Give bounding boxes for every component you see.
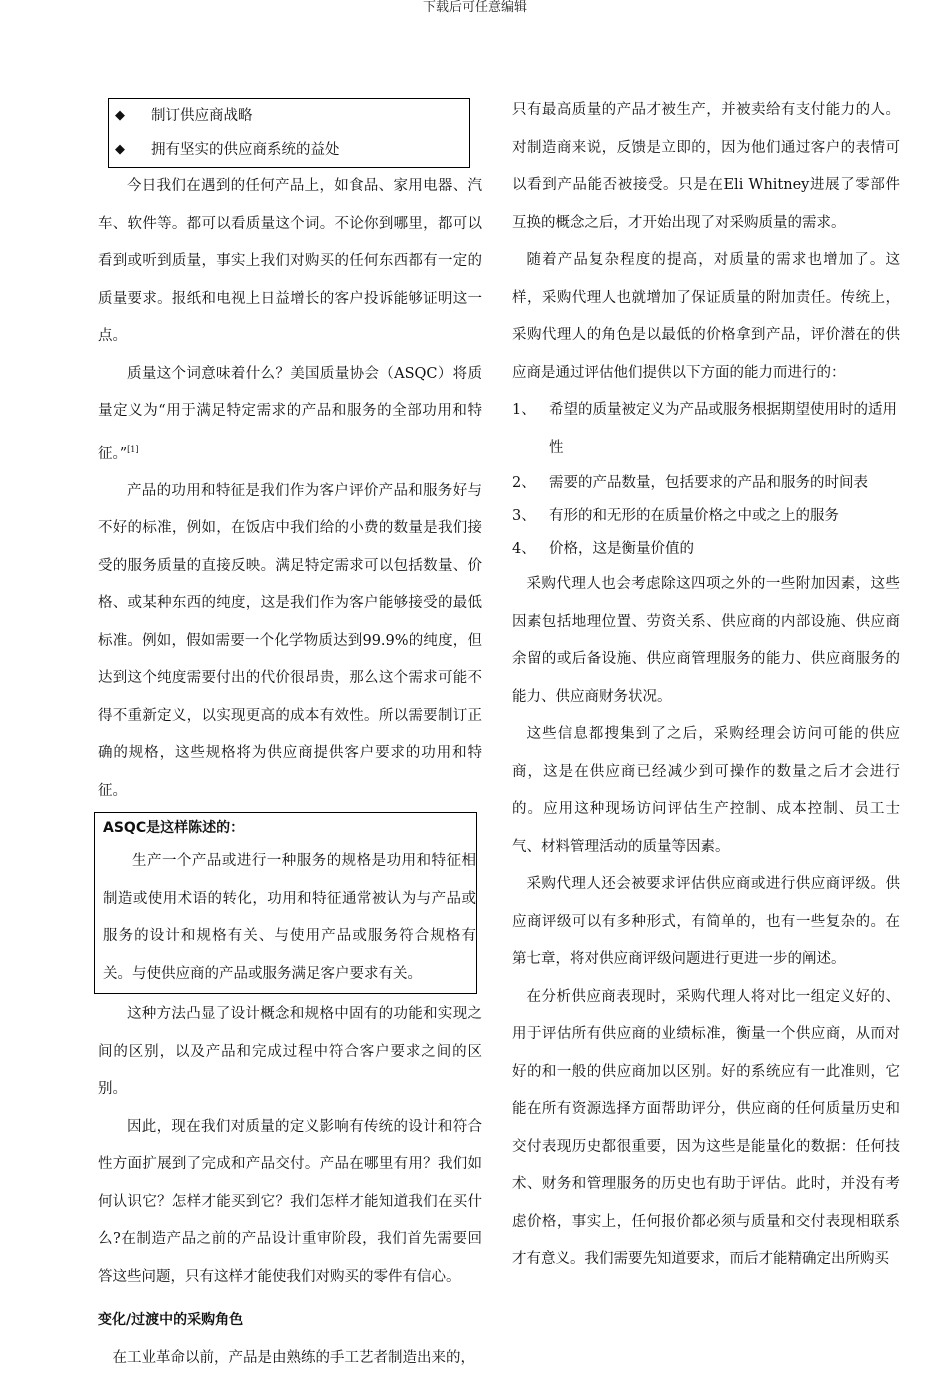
item-number: 2、 (512, 475, 536, 491)
item-number: 3、 (512, 508, 536, 524)
diamond-bullet-icon: ◆ (115, 142, 125, 157)
paragraph: 今日我们在遇到的任何产品上，如食品、家用电器、汽车、软件等。都可以看质量这个词。不论你到哪里，都可以看到或听到质量，事实上我们对购买的任何东西都有一定的质量要求。报纸和电视上日益增长的客户投诉能够证明这一点。 (98, 178, 482, 344)
quote-box (94, 812, 477, 994)
left-column (98, 92, 482, 1378)
page-header-note: 下载后可任意编辑 (422, 0, 527, 15)
section-heading: 变化/过渡中的采购角色 (98, 1312, 244, 1329)
paragraph: 因此，现在我们对质量的定义影响有传统的设计和符合性方面扩展到了完成和产品交付。产品在哪里有用？我们如何认识它？怎样才能买到它？我们怎样才能知道我们在买什么?在制造产品之前的产品设计重审阶段，我们首先需要回答这些问题，只有这样才能使我们对购买的零件有信心。 (98, 1118, 482, 1285)
item-number: 1、 (512, 402, 536, 418)
item-text: 需要的产品数量，包括要求的产品和服务的时间表 (549, 475, 868, 491)
paragraph: 采购代理人也会考虑除这四项之外的一些附加因素，这些因素包括地理位置、劳资关系、供应商的内部设施、供应商余留的或后备设施、供应商管理服务的能力、供应商服务的能力、供应商财务状况。 (512, 576, 900, 705)
bullet-text: 制订供应商战略 (151, 108, 253, 124)
numbered-item (512, 392, 900, 467)
paragraph: 在分析供应商表现时，采购代理人将对比一组定义好的、用于评估所有供应商的业绩标准，衡量一个供应商，从而对好的和一般的供应商加以区别。好的系统应有一此准则，它能在所有资源选择方面帮助评分，供应商的任何质量历史和交付表现历史都很重要，因为这些是能量化的数据：任何技术、财务和管理服务的历史也有助于评估。此时，并没有考虑价格，事实上，任何报价都必须与质量和交付表现相联系才有意义。我们需要先知道要求，而后才能精确定出所购买 (512, 988, 900, 1267)
item-number: 4、 (512, 541, 536, 557)
bullet-box (108, 98, 470, 168)
paragraph: 采购代理人还会被要求评估供应商或进行供应商评级。供应商评级可以有多种形式，有简单的，也有一些复杂的。在第七章，将对供应商评级问题进行更进一步的阐述。 (512, 876, 900, 967)
numbered-item (512, 500, 900, 533)
paragraph: 产品的功用和特征是我们作为客户评价产品和服务好与不好的标准，例如，在饭店中我们给的小费的数量是我们接受的服务质量的直接反映。满足特定需求可以包括数量、价格、或某种东西的纯度，这是我们作为客户能够接受的最低标准。例如，假如需要一个化学物质达到99.9%的纯度，但达到这个纯度需要付出的代价很昂贵，那么这个需求可能不得不重新定义，以实现更高的成本有效性。所以需要制订正确的规格，这些规格将为供应商提供客户要求的功用和特征。 (98, 482, 482, 799)
paragraph: 只有最高质量的产品才被生产，并被卖给有支付能力的人。对制造商来说，反馈是立即的，因为他们通过客户的表情可以看到产品能否被接受。只是在Eli Whitney进展了零部件互换的概念之后，才开始出现了对采购质量的需求。 (512, 102, 900, 231)
quote-box-text: 生产一个产品或进行一种服务的规格是功用和特征相制造或使用术语的转化，功用和特征通常被认为与产品或服务的设计和规格有关、与使用产品或服务符合规格有关。与使供应商的产品或服务满足客户要求有关。 (103, 853, 476, 982)
bullet-item (109, 133, 469, 167)
paragraph: 这些信息都搜集到了之后，采购经理会访问可能的供应商，这是在供应商已经减少到可操作的数量之后才会进行的。应用这种现场访问评估生产控制、成本控制、员工士气、材料管理活动的质量等因素。 (512, 726, 900, 855)
paragraph (98, 356, 482, 473)
right-column (512, 92, 900, 1279)
item-text: 价格，这是衡量价值的 (549, 541, 694, 557)
item-text: 希望的质量被定义为产品或服务根据期望使用时的适用性 (549, 402, 897, 456)
bullet-text: 拥有坚实的供应商系统的益处 (151, 142, 340, 158)
paragraph: 在工业革命以前，产品是由熟练的手工艺者制造出来的， (112, 1350, 475, 1367)
item-text: 有形的和无形的在质量价格之中或之上的服务 (549, 508, 839, 524)
diamond-bullet-icon: ◆ (115, 108, 125, 123)
numbered-item (512, 533, 900, 566)
bullet-item (109, 99, 469, 133)
numbered-item (512, 467, 900, 500)
footnote-ref: [1] (127, 444, 139, 454)
paragraph: 这种方法凸显了设计概念和规格中固有的功能和实现之间的区别，以及产品和完成过程中符合客户要求之间的区别。 (98, 1006, 482, 1098)
paragraph-text: 质量这个词意味着什么？美国质量协会（ASQC）将质量定义为“用于满足特定需求的产品和服务的全部功用和特征。” (98, 365, 482, 462)
paragraph: 随着产品复杂程度的提高，对质量的需求也增加了。这样，采购代理人也就增加了保证质量的附加责任。传统上，采购代理人的角色是以最低的价格拿到产品，评价潜在的供应商是通过评估他们提供以下方面的能力而进行的： (512, 252, 900, 381)
quote-box-title: ASQC是这样陈述的： (103, 820, 245, 837)
